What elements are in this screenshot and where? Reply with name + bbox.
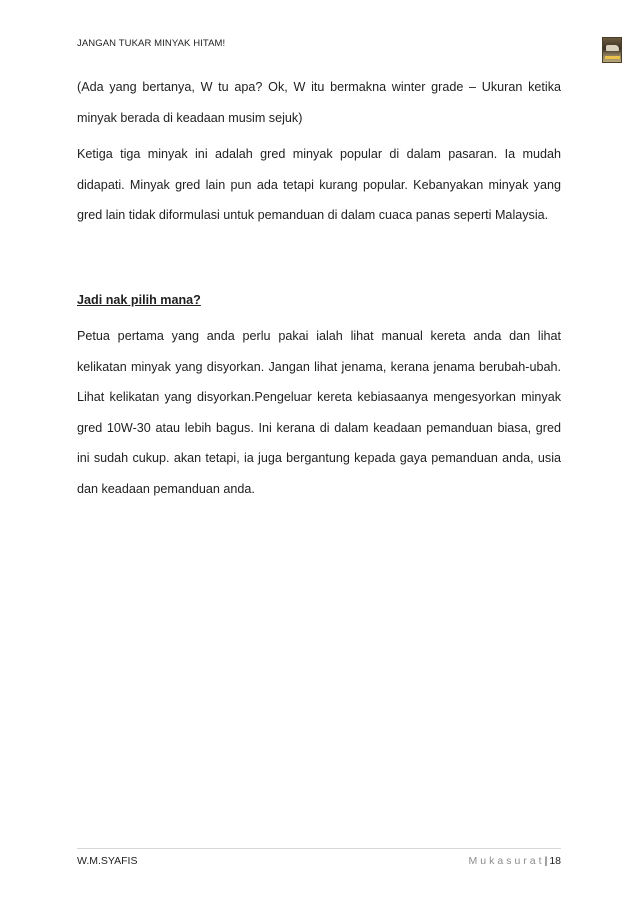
paragraph-popular-grades: Ketiga tiga minyak ini adalah gred minyak popular di dalam pasaran. Ia mudah didapati. Minyak gred lain pun ada tetapi kurang popular. Kebanyakan minyak yang gred lain tidak diformulasi untuk pemanduan di dalam cuaca panas seperti Malaysia. bbox=[77, 147, 561, 222]
paragraph-winter-grade: (Ada yang bertanya, W tu apa? Ok, W itu bermakna winter grade – Ukuran ketika minyak berada di keadaan musim sejuk) bbox=[77, 80, 561, 125]
logo-strip bbox=[605, 56, 620, 59]
page-label: Mukasurat bbox=[468, 855, 545, 867]
page-separator: | bbox=[544, 855, 548, 867]
document-body bbox=[77, 72, 561, 504]
header-logo-image bbox=[602, 37, 622, 63]
header-title: JANGAN TUKAR MINYAK HITAM! bbox=[77, 38, 226, 49]
section-heading: Jadi nak pilih mana? bbox=[77, 292, 201, 307]
paragraph-tips: Petua pertama yang anda perlu pakai ialah lihat manual kereta anda dan lihat kelikatan minyak yang disyorkan. Jangan lihat jenama, kerana jenama berubah-ubah. Lihat kelikatan yang disyorkan.Pengeluar kereta kebiasaanya mengesyorkan minyak gred 10W-30 atau lebih bagus. Ini kerana di dalam keadaan pemanduan biasa, gred ini sudah cukup. akan tetapi, ia juga bergantung kepada gaya pemanduan anda, usia dan keadaan pemanduan anda. bbox=[77, 329, 561, 496]
page-number: 18 bbox=[549, 855, 561, 867]
footer-author: W.M.SYAFIS bbox=[77, 855, 138, 867]
footer-page-info bbox=[469, 855, 561, 867]
car-icon bbox=[606, 45, 619, 51]
footer-divider bbox=[77, 848, 561, 849]
